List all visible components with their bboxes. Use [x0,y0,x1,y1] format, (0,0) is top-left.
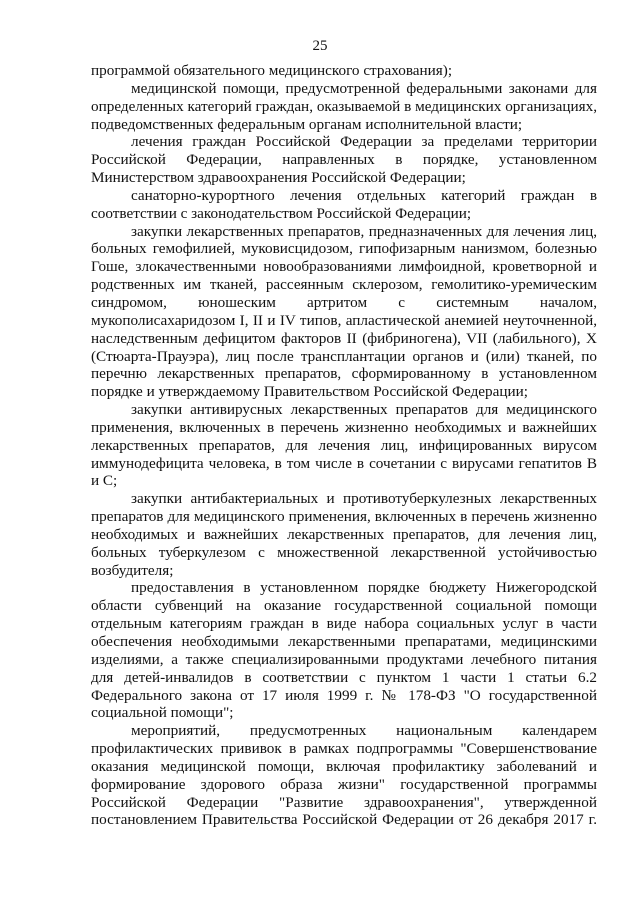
paragraph-subventions: предоставления в установленном порядке бюджету Нижегородской области субвенций на оказание государственной социальной помощи отдельным категориям граждан в виде набора социальных услуг в части обеспечения необходимыми лекарственными препаратами, медицинскими изделиями, а также специализированными продуктами лечебного питания для детей-инвалидов в соответствии с пунктом 1 части 1 статьи 6.2 Федерального закона от 17 июля 1999 г. № 178-ФЗ "О государственной социальной помощи"; [91,579,597,722]
paragraph-antiviral-purchases: закупки антивирусных лекарственных препаратов для медицинского применения, включенных в перечень жизненно необходимых и важнейших лекарственных препаратов, для лечения лиц, инфицированных вирусом иммунодефицита человека, в том числе в сочетании с вирусами гепатитов B и C; [91,401,597,490]
body-text [91,62,597,829]
paragraph-vaccination-measures: мероприятий, предусмотренных национальным календарем профилактических прививок в рамках подпрограммы "Совершенствование оказания медицинской помощи, включая профилактику заболеваний и формирование здорового образа жизни" государственной программы Российской Федерации "Развитие здравоохранения", утвержденной постановлением Правительства Российской Федерации от 26 декабря 2017 г. [91,722,597,829]
paragraph-antibacterial-purchases: закупки антибактериальных и противотуберкулезных лекарственных препаратов для медицинского применения, включенных в перечень жизненно необходимых и важнейших лекарственных препаратов, для лечения лиц, больных туберкулезом с множественной лекарственной устойчивостью возбудителя; [91,490,597,579]
paragraph-federal-laws-care: медицинской помощи, предусмотренной федеральными законами для определенных категорий граждан, оказываемой в медицинских организациях, подведомственных федеральным органам исполнительной власти; [91,79,597,133]
paragraph-treatment-abroad: лечения граждан Российской Федерации за пределами территории Российской Федерации, направленных в порядке, установленном Министерством здравоохранения Российской Федерации; [91,133,597,187]
paragraph-drug-purchases: закупки лекарственных препаратов, предназначенных для лечения лиц, больных гемофилией, муковисцидозом, гипофизарным нанизмом, болезнью Гоше, злокачественными новообразованиями лимфоидной, кроветворной и родственных им тканей, рассеянным склерозом, гемолитико-уремическим синдромом, юношеским артритом с системным началом, мукополисахаридозом I, II и IV типов, апластической анемией неуточненной, наследственным дефицитом факторов II (фибриногена), VII (лабильного), X (Стюарта-Прауэра), лиц после трансплантации органов и (или) тканей, по перечню лекарственных препаратов, сформированному в установленном порядке и утверждаемому Правительством Российской Федерации; [91,222,597,401]
paragraph-sanatorium-treatment: санаторно-курортного лечения отдельных категорий граждан в соответствии с законодательством Российской Федерации; [91,186,597,222]
paragraph-continuation: программой обязательного медицинского страхования); [91,62,453,79]
page-number: 25 [312,38,328,54]
